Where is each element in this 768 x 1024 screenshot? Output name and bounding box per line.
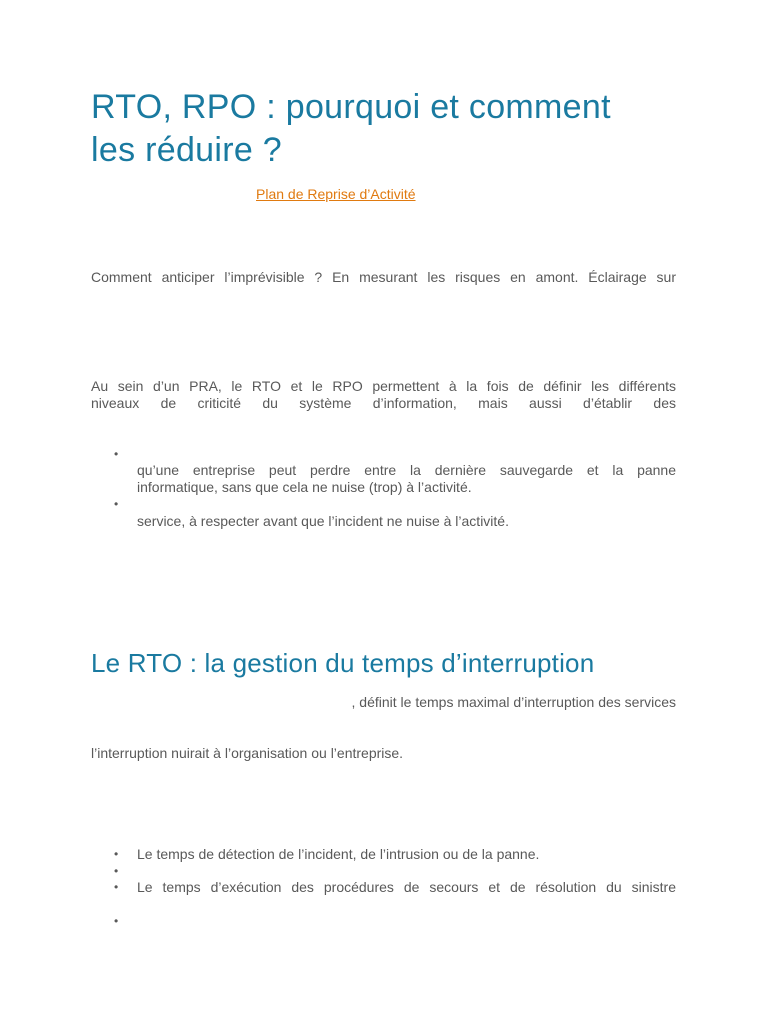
list-item-rpo — [137, 462, 676, 496]
list-item-detection: Le temps de détection de l’incident, de l’intrusion ou de la panne. — [137, 846, 540, 862]
list-item-rpo-line-1: qu’une entreprise peut perdre entre la dernière sauvegarde et la panne — [137, 462, 676, 478]
plan-de-reprise-link[interactable]: Plan de Reprise d’Activité — [256, 186, 416, 202]
pra-paragraph-line-1: Au sein d’un PRA, le RTO et le RPO permettent à la fois de définir les différents — [91, 378, 676, 394]
list-item-rto-line-1: service, à respecter avant que l’incident ne nuise à l’activité. — [137, 513, 509, 529]
rto-interruption-text: l’interruption nuirait à l’organisation ou l’entreprise. — [91, 745, 404, 761]
bullet-dot: • — [114, 447, 119, 461]
pra-paragraph-line-2: niveaux de criticité du système d’information, mais aussi d’établir des — [91, 395, 676, 411]
bullet-dot: • — [114, 864, 119, 878]
intro-paragraph: Comment anticiper l’imprévisible ? En mesurant les risques en amont. Éclairage sur — [91, 269, 676, 285]
document-title: RTO, RPO : pourquoi et comment les réduire ? — [91, 88, 611, 169]
bullet-dot: • — [114, 497, 119, 511]
bullet-dot: • — [114, 880, 119, 894]
rto-definition: , définit le temps maximal d’interruption des services — [351, 694, 676, 710]
section-heading-rto: Le RTO : la gestion du temps d’interruption — [91, 648, 595, 678]
bullet-dot: • — [114, 914, 119, 928]
list-item-execution: Le temps d’exécution des procédures de secours et de résolution du sinistre — [137, 879, 676, 895]
list-item-rpo-line-2: informatique, sans que cela ne nuise (trop) à l’activité. — [137, 479, 472, 495]
bullet-dot: • — [114, 847, 119, 861]
pra-paragraph — [91, 378, 676, 412]
list-item-rto — [137, 513, 676, 530]
